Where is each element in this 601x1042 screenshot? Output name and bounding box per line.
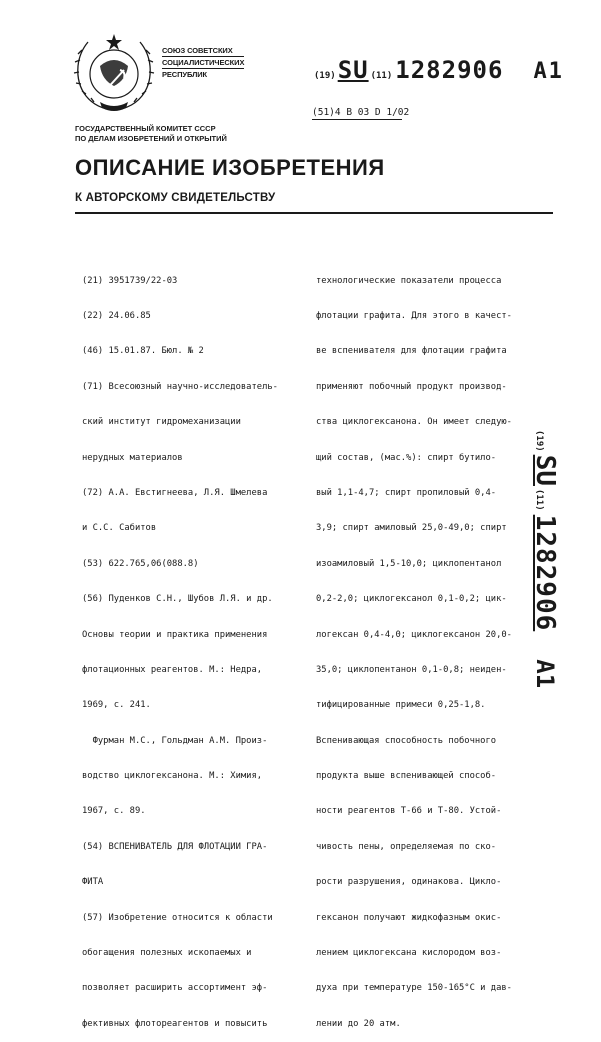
text-line: (56) Пуденков С.Н., Шубов Л.Я. и др. <box>82 594 273 605</box>
ipc-code: (51)4 В 03 D 1/02 <box>312 107 410 118</box>
text-line: Вспенивающая способность побочного <box>316 735 497 746</box>
text-line: продукта выше вспенивающей способ- <box>316 771 497 782</box>
text-line: (54) ВСПЕНИВАТЕЛЬ ДЛЯ ФЛОТАЦИИ ГРА- <box>82 841 268 852</box>
text-line: гексанон получают жидкофазным окис- <box>316 912 502 923</box>
text-line: (57) Изобретение относится к области <box>82 912 273 923</box>
publication-number: 1282906 <box>395 56 504 84</box>
ipc-classification <box>312 107 409 118</box>
country-name-line: СОЦИАЛИСТИЧЕСКИХ <box>162 58 245 67</box>
text-line: (46) 15.01.87. Бюл. № 2 <box>82 346 204 357</box>
text-line: 0,2-2,0; циклогексанол 0,1-0,2; цик- <box>316 594 507 605</box>
text-line: (53) 622.765,06(088.8) <box>82 558 199 569</box>
kind-code: A1 <box>533 59 564 84</box>
text-line: вый 1,1-4,7; спирт пропиловый 0,4- <box>316 487 497 498</box>
side-kind-code: A1 <box>531 659 559 689</box>
side-number-prefix: (11) <box>534 489 544 511</box>
side-country-code-prefix: (19) <box>534 430 544 452</box>
text-line: ства циклогексанона. Он имеет следую- <box>316 417 512 428</box>
text-line: 3,9; спирт амиловый 25,0-49,0; спирт <box>316 523 507 534</box>
number-prefix: (11) <box>370 71 393 81</box>
text-line: технологические показатели процесса <box>316 275 502 286</box>
text-line: 1969, с. 241. <box>82 700 151 711</box>
side-number: 1282906 <box>530 514 560 632</box>
text-line: 1967, с. 89. <box>82 806 146 817</box>
bibliographic-column <box>82 252 278 1042</box>
text-line: ский институт гидромеханизации <box>82 417 241 428</box>
committee-line: ГОСУДАРСТВЕННЫЙ КОМИТЕТ СССР <box>75 124 216 133</box>
text-line: ве вспенивателя для флотации графита <box>316 346 507 357</box>
text-line: рости разрушения, одинакова. Цикло- <box>316 877 502 888</box>
document-subtitle: К АВТОРСКОМУ СВИДЕТЕЛЬСТВУ <box>75 192 276 204</box>
country-name <box>162 46 244 79</box>
text-line: (71) Всесоюзный научно-исследователь- <box>82 381 278 392</box>
country-code: SU <box>337 56 369 84</box>
text-line: позволяет расширить ассортимент эф- <box>82 983 268 994</box>
text-line: и С.С. Сабитов <box>82 523 157 534</box>
text-line: нерудных материалов <box>82 452 183 463</box>
country-name-line: РЕСПУБЛИК <box>162 68 244 79</box>
text-line: (21) 3951739/22-03 <box>82 275 178 286</box>
text-line: фективных флотореагентов и повысить <box>82 1018 268 1029</box>
text-line: чивость пены, определяемая по ско- <box>316 841 497 852</box>
text-line: (72) А.А. Евстигнеева, Л.Я. Шмелева <box>82 487 268 498</box>
text-line: водство циклогексанона. М.: Химия, <box>82 771 263 782</box>
text-line: флотационных реагентов. М.: Недра, <box>82 664 263 675</box>
text-line: флотации графита. Для этого в качест- <box>316 310 512 321</box>
country-code-prefix: (19) <box>314 71 336 81</box>
text-line: тифицированные примеси 0,25-1,8. <box>316 700 486 711</box>
text-line: лении до 20 атм. <box>316 1018 401 1029</box>
committee-line: ПО ДЕЛАМ ИЗОБРЕТЕНИЙ И ОТКРЫТИЙ <box>75 134 227 143</box>
abstract-column <box>316 252 512 1042</box>
country-name-line: СОЮЗ СОВЕТСКИХ <box>162 46 233 55</box>
ussr-emblem-icon <box>70 30 158 116</box>
text-line: щий состав, (мас.%): спирт бутило- <box>316 452 497 463</box>
text-line: ности реагентов Т-66 и Т-80. Устой- <box>316 806 502 817</box>
publication-number-block <box>314 56 564 84</box>
text-line: обогащения полезных ископаемых и <box>82 948 252 959</box>
header-divider <box>75 212 553 214</box>
text-line: лением циклогексана кислородом воз- <box>316 948 502 959</box>
text-line: ФИТА <box>82 877 104 888</box>
document-title: ОПИСАНИЕ ИЗОБРЕТЕНИЯ <box>75 155 385 180</box>
text-line: логексан 0,4-4,0; циклогексанон 20,0- <box>316 629 512 640</box>
side-country-code: SU <box>530 454 560 486</box>
side-publication-number <box>530 430 560 688</box>
text-line: духа при температуре 150-165°С и дав- <box>316 983 512 994</box>
text-line: (22) 24.06.85 <box>82 310 151 321</box>
committee-name <box>75 124 227 144</box>
ipc-underline <box>312 119 402 120</box>
text-line: Фурман М.С., Гольдман А.М. Произ- <box>82 735 268 746</box>
text-line: 35,0; циклопентанон 0,1-0,8; неиден- <box>316 664 507 675</box>
text-line: Основы теории и практика применения <box>82 629 268 640</box>
text-line: изоамиловый 1,5-10,0; циклопентанол <box>316 558 502 569</box>
text-line: применяют побочный продукт производ- <box>316 381 507 392</box>
